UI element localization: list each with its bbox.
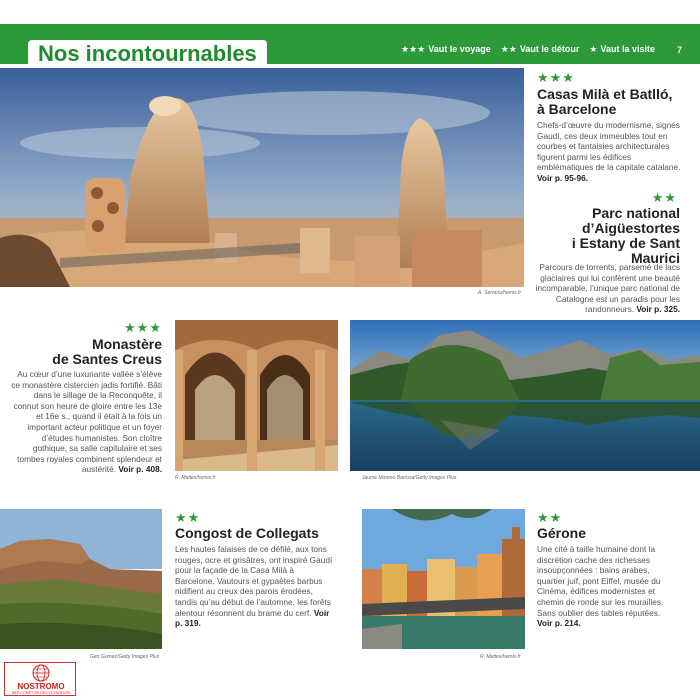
article-body-parc: Parcours de torrents, parsemé de lacs glaciaires qui lui confèrent une beauté incomparable, l’unique parc national de Catalogne est un paradis pour les randonneurs. Voir p. 325. bbox=[535, 262, 680, 315]
congost-cliffs-photo bbox=[0, 509, 162, 649]
page-number: 7 bbox=[676, 44, 682, 55]
article-title-congost: Congost de Collegats bbox=[175, 525, 319, 541]
rating-stars-congost: ★★ bbox=[175, 510, 201, 525]
article-body-congost: Les hautes falaises de ce défilé, aux tons rouges, ocre et grisâtres, ont inspiré Gaudí pour la façade de la Casa Milà à Barcelone. Vautours et gypaètes barbus nidifient au creux des parois érodées, tandis qu’au début de l’automne, les forêts alentour résonnent du brame du cerf. Voir p. 319. bbox=[175, 544, 333, 629]
article-title-gerone: Gérone bbox=[537, 525, 587, 541]
casa-mila-rooftop-photo bbox=[0, 68, 524, 287]
photo-credit-casa: A. Serrano/hemis.fr bbox=[478, 290, 522, 296]
globe-icon bbox=[5, 663, 77, 683]
legend-item-1star: ★ Vaut la visite bbox=[589, 44, 655, 54]
page-ref-parc: Voir p. 325. bbox=[636, 304, 680, 315]
photo-credit-lake: Jaume Moreno Barrosa/Getty Images Plus bbox=[362, 475, 457, 481]
page-ref-gerone: Voir p. 214. bbox=[537, 618, 581, 629]
rating-stars-parc: ★★ bbox=[651, 190, 677, 205]
page-ref-casa: Voir p. 95-96. bbox=[537, 172, 589, 183]
article-body-gerone: Une cité à taille humaine dont la discrétion cache des richesses insoupçonnées : bains arabes, quartier juif, pont Eiffel, musée du Cinéma, édifices modernistes et chemin de ronde sur les murailles. Sans oublier des tables réputées. Voir p. 214. bbox=[537, 544, 664, 629]
photo-credit-girona: R. Mattes/hemis.fr bbox=[480, 654, 521, 660]
mountain-lake-photo bbox=[350, 320, 700, 471]
article-title-santes: Monastère de Santes Creus bbox=[52, 336, 162, 367]
nostromo-logo: NOSTROMO WEB COMPTOIR DES VOYAGEURS bbox=[4, 662, 76, 696]
cloister-photo bbox=[175, 320, 338, 471]
article-body-santes: Au cœur d’une luxuriante vallée s’élève ce monastère cistercien jadis fortifié. Bâti dans le sillage de la Reconquête, il connut son heure de gloire entre les 13e et 16e s., quand il était à la fois un important acteur politique et un foyer d’études humanistes. Son cloître gothique, sa salle capitulaire et ses tombes royales combinent splendeur et austérité. Voir p. 408. bbox=[11, 369, 162, 475]
rating-stars-casa: ★★★ bbox=[537, 70, 575, 85]
article-title-casa: Casas Milà et Batlló, à Barcelone bbox=[537, 86, 673, 117]
legend-item-2stars: ★★ Vaut le détour bbox=[500, 44, 580, 54]
page-title: Nos incontournables bbox=[28, 40, 267, 68]
article-title-parc: Parc national d’Aigüestortes i Estany de Sant Maurici bbox=[571, 205, 680, 266]
article-body-casa: Chefs-d’œuvre du modernisme, signés Gaudí, ces deux immeubles tout en courbes et fantaisies architecturales figurent parmi les édifices emblématiques de la capitale catalane. Voir p. 95-96. bbox=[537, 120, 681, 183]
page-ref-santes: Voir p. 408. bbox=[118, 464, 162, 475]
star-legend bbox=[401, 44, 682, 55]
page-ref-congost: Voir p. 319. bbox=[175, 607, 330, 629]
girona-photo bbox=[362, 509, 525, 649]
photo-credit-cloister: R. Mattes/hemis.fr bbox=[175, 475, 216, 481]
photo-credit-cliffs: Geo Gomez/Getty Images Plus bbox=[90, 654, 160, 660]
rating-stars-santes: ★★★ bbox=[124, 320, 162, 335]
legend-item-3stars: ★★★ Vaut le voyage bbox=[400, 44, 491, 54]
rating-stars-gerone: ★★ bbox=[537, 510, 563, 525]
